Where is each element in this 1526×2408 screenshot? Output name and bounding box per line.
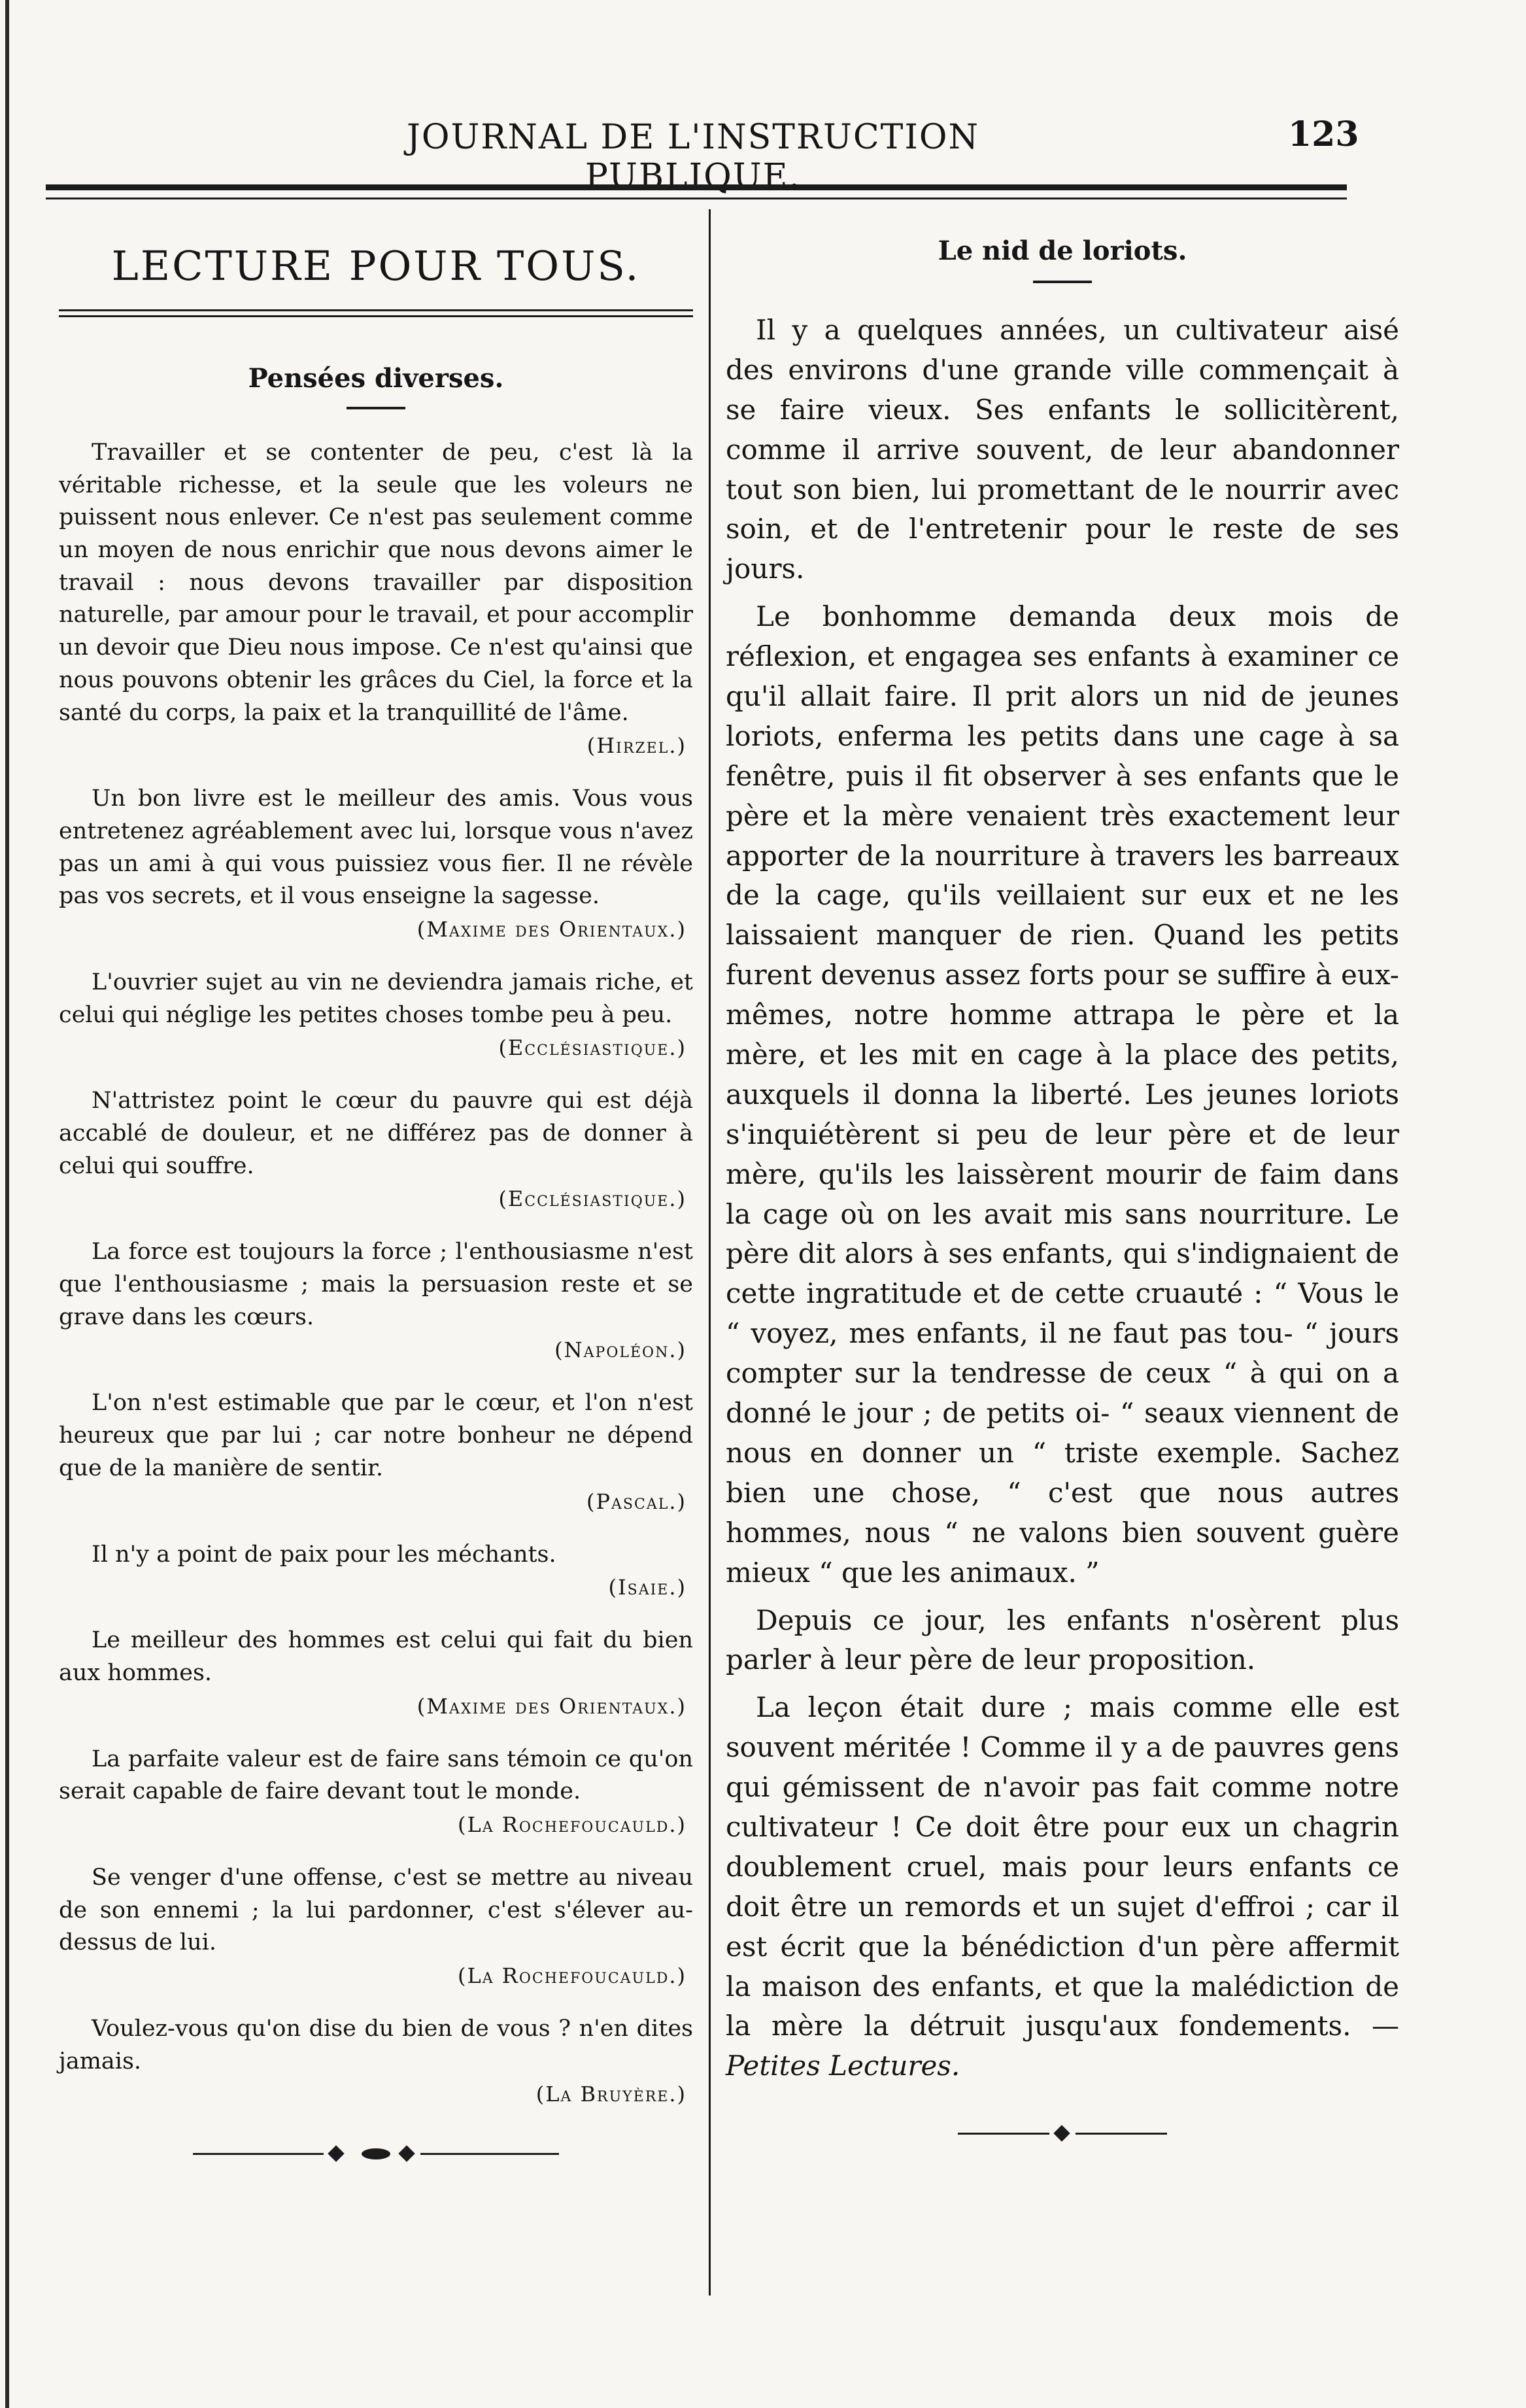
thought-text: Le meilleur des hommes est celui qui fait du bien aux hommes.	[59, 1627, 693, 1686]
thought-author: (Ecclésiastique.)	[498, 1035, 687, 1061]
section-title: LECTURE POUR TOUS.	[111, 242, 641, 290]
thought-text: L'on n'est estimable que par le cœur, et l'on n'est heureux que par lui ; car notre bonheur ne dépend que de la manière de sentir.	[59, 1390, 693, 1481]
ornament-diamond	[1053, 2125, 1070, 2141]
thought-text: Se venger d'une offense, c'est se mettre au niveau de son ennemi ; la lui pardonner, c'est s'élever au-dessus de lui.	[59, 1864, 693, 1956]
ornament-line	[193, 2153, 324, 2155]
thought-item	[59, 1744, 693, 1837]
ornament-diamond	[328, 2146, 344, 2162]
thought-text: Il n'y a point de paix pour les méchants.	[92, 1541, 556, 1568]
thought-text: La force est toujours la force ; l'enthousiasme n'est que l'enthousiasme ; mais la persuasion reste et se grave dans les cœurs.	[59, 1239, 693, 1330]
column-divider	[709, 209, 711, 2296]
thought-item	[59, 2013, 693, 2107]
thought-item	[59, 437, 693, 758]
end-ornament-right	[958, 2125, 1167, 2141]
story-paragraph: Le bonhomme demanda deux mois de réflexion, et engagea ses enfants à examiner ce qu'il allait faire. Il prit alors un nid de jeunes loriots, enferma les petits dans une cage à sa fenêtre, puis il fit observer à ses enfants que le père et la mère venaient très exactement leur apporter de la nourriture à travers les barreaux de la cage, qu'ils veillaient sur eux et ne les laissaient manquer de rien. Quand les petits furent devenus assez forts pour se suffire à eux-mêmes, notre homme attrapa le père et la mère, et les mit en cage à la place des petits, auxquels il donna la liberté. Les jeunes loriots s'inquiétèrent si peu de leur père et de leur mère, qu'ils les laissèrent mourir de faim dans la cage où on les avait mis sans nourriture. Le père dit alors à ses enfants, qui s'indignaient de cette ingratitude et de cette cruauté : “ Vous le “ voyez, mes enfants, il ne faut pas tou- “ jours compter sur la tendresse de ceux “ à qui on a donné le jour ; de petits oi- “ seaux viennent de nous en donner un “ triste exemple. Sachez bien une chose, “ c'est que nous autres hommes, nous “ ne valons bien souvent guère mieux “ que les animaux. ”	[726, 600, 1399, 1589]
story-title: Le nid de loriots.	[938, 235, 1187, 266]
thoughts-subhead: Pensées diverses.	[248, 363, 504, 394]
thought-text: N'attristez point le cœur du pauvre qui est déjà accablé de douleur, et ne différez pas de donner à celui qui souffre.	[59, 1088, 693, 1179]
thought-item	[59, 1862, 693, 1988]
header-rule	[46, 184, 1347, 190]
thought-text: Travailler et se contenter de peu, c'est là la véritable richesse, et la seule que les voleurs ne puissent nous enlever. Ce n'est pas seulement comme un moyen de nous enrichir que nous devons aimer le travail : nous devons travailler par disposition naturelle, par amour pour le travail, et pour accomplir un devoir que Dieu nous impose. Ce n'est qu'ainsi que nous pouvons obtenir les grâces du Ciel, la force et la santé du corps, la paix et la tranquillité de l'âme.	[59, 439, 693, 726]
subhead-rule	[347, 407, 405, 409]
ornament-oval	[362, 2148, 390, 2159]
thought-text: La parfaite valeur est de faire sans témoin ce qu'on serait capable de faire devant tout le monde.	[59, 1746, 693, 1805]
ornament-line	[420, 2153, 559, 2155]
end-ornament-left	[193, 2146, 559, 2161]
story-paragraph: Il y a quelques années, un cultivateur aisé des environs d'une grande ville commençait à se faire vieux. Ses enfants le sollicitèrent, comme il arrive souvent, de leur abandonner tout son bien, lui promettant de le nourrir avec soin, et de l'entretenir pour le reste de ses jours.	[726, 314, 1399, 585]
thought-author: (Hirzel.)	[586, 733, 687, 759]
thought-author: (Pascal.)	[586, 1488, 687, 1514]
thought-text: Voulez-vous qu'on dise du bien de vous ? n'en dites jamais.	[59, 2016, 693, 2074]
left-column	[59, 216, 693, 2161]
journal-title: JOURNAL DE L'INSTRUCTION PUBLIQUE.	[406, 118, 980, 196]
thought-text: L'ouvrier sujet au vin ne deviendra jamais riche, et celui qui néglige les petites choses tombe peu à peu.	[59, 969, 693, 1028]
page-number: 123	[1288, 114, 1359, 154]
thought-item	[59, 783, 693, 942]
story-title-rule	[1033, 281, 1092, 283]
thought-author: (La Rochefoucauld.)	[457, 1812, 687, 1837]
thought-author: (Maxime des Orientaux.)	[416, 916, 687, 942]
thought-item	[59, 1539, 693, 1600]
thought-author: (Isaie.)	[608, 1575, 687, 1600]
thought-item	[59, 1085, 693, 1211]
story-paragraph	[726, 1688, 1399, 2086]
story-source: Petites Lectures.	[726, 2050, 960, 2082]
thought-author: (La Rochefoucauld.)	[457, 1963, 687, 1988]
ornament-line	[958, 2133, 1049, 2135]
thought-text: Un bon livre est le meilleur des amis. Vous vous entretenez agréablement avec lui, lorsque vous n'avez pas un ami à qui vous puissiez vous fier. Il ne révèle pas vos secrets, et il vous enseigne la sagesse.	[59, 785, 693, 910]
running-head	[0, 114, 1526, 196]
thought-item	[59, 1625, 693, 1718]
thought-item	[59, 1387, 693, 1513]
story-paragraph: Depuis ce jour, les enfants n'osèrent plus parler à leur père de leur proposition.	[726, 1604, 1399, 1676]
thought-author: (La Bruyère.)	[535, 2082, 687, 2107]
thought-author: (Ecclésiastique.)	[498, 1186, 687, 1212]
thought-item	[59, 1236, 693, 1362]
thought-author: (Napoléon.)	[554, 1337, 687, 1363]
thought-item	[59, 967, 693, 1060]
page-edge	[5, 0, 9, 2408]
section-double-rule	[59, 309, 693, 317]
ornament-line	[1076, 2133, 1167, 2135]
right-column	[726, 216, 1399, 2141]
story-paragraph-text: La leçon était dure ; mais comme elle est souvent méritée ! Comme il y a de pauvres gens qui gémissent de n'avoir pas fait comme notre cultivateur ! Ce doit être pour eux un chagrin doublement cruel, mais pour leurs enfants ce doit être un remords et un sujet d'effroi ; car il est écrit que la bénédiction d'un père affermit la maison des enfants, et que la malédiction de la mère la détruit jusqu'aux fondements. —	[726, 1691, 1399, 2042]
ornament-diamond	[398, 2146, 415, 2162]
thought-author: (Maxime des Orientaux.)	[416, 1693, 687, 1719]
header-rule-thin	[46, 198, 1347, 199]
